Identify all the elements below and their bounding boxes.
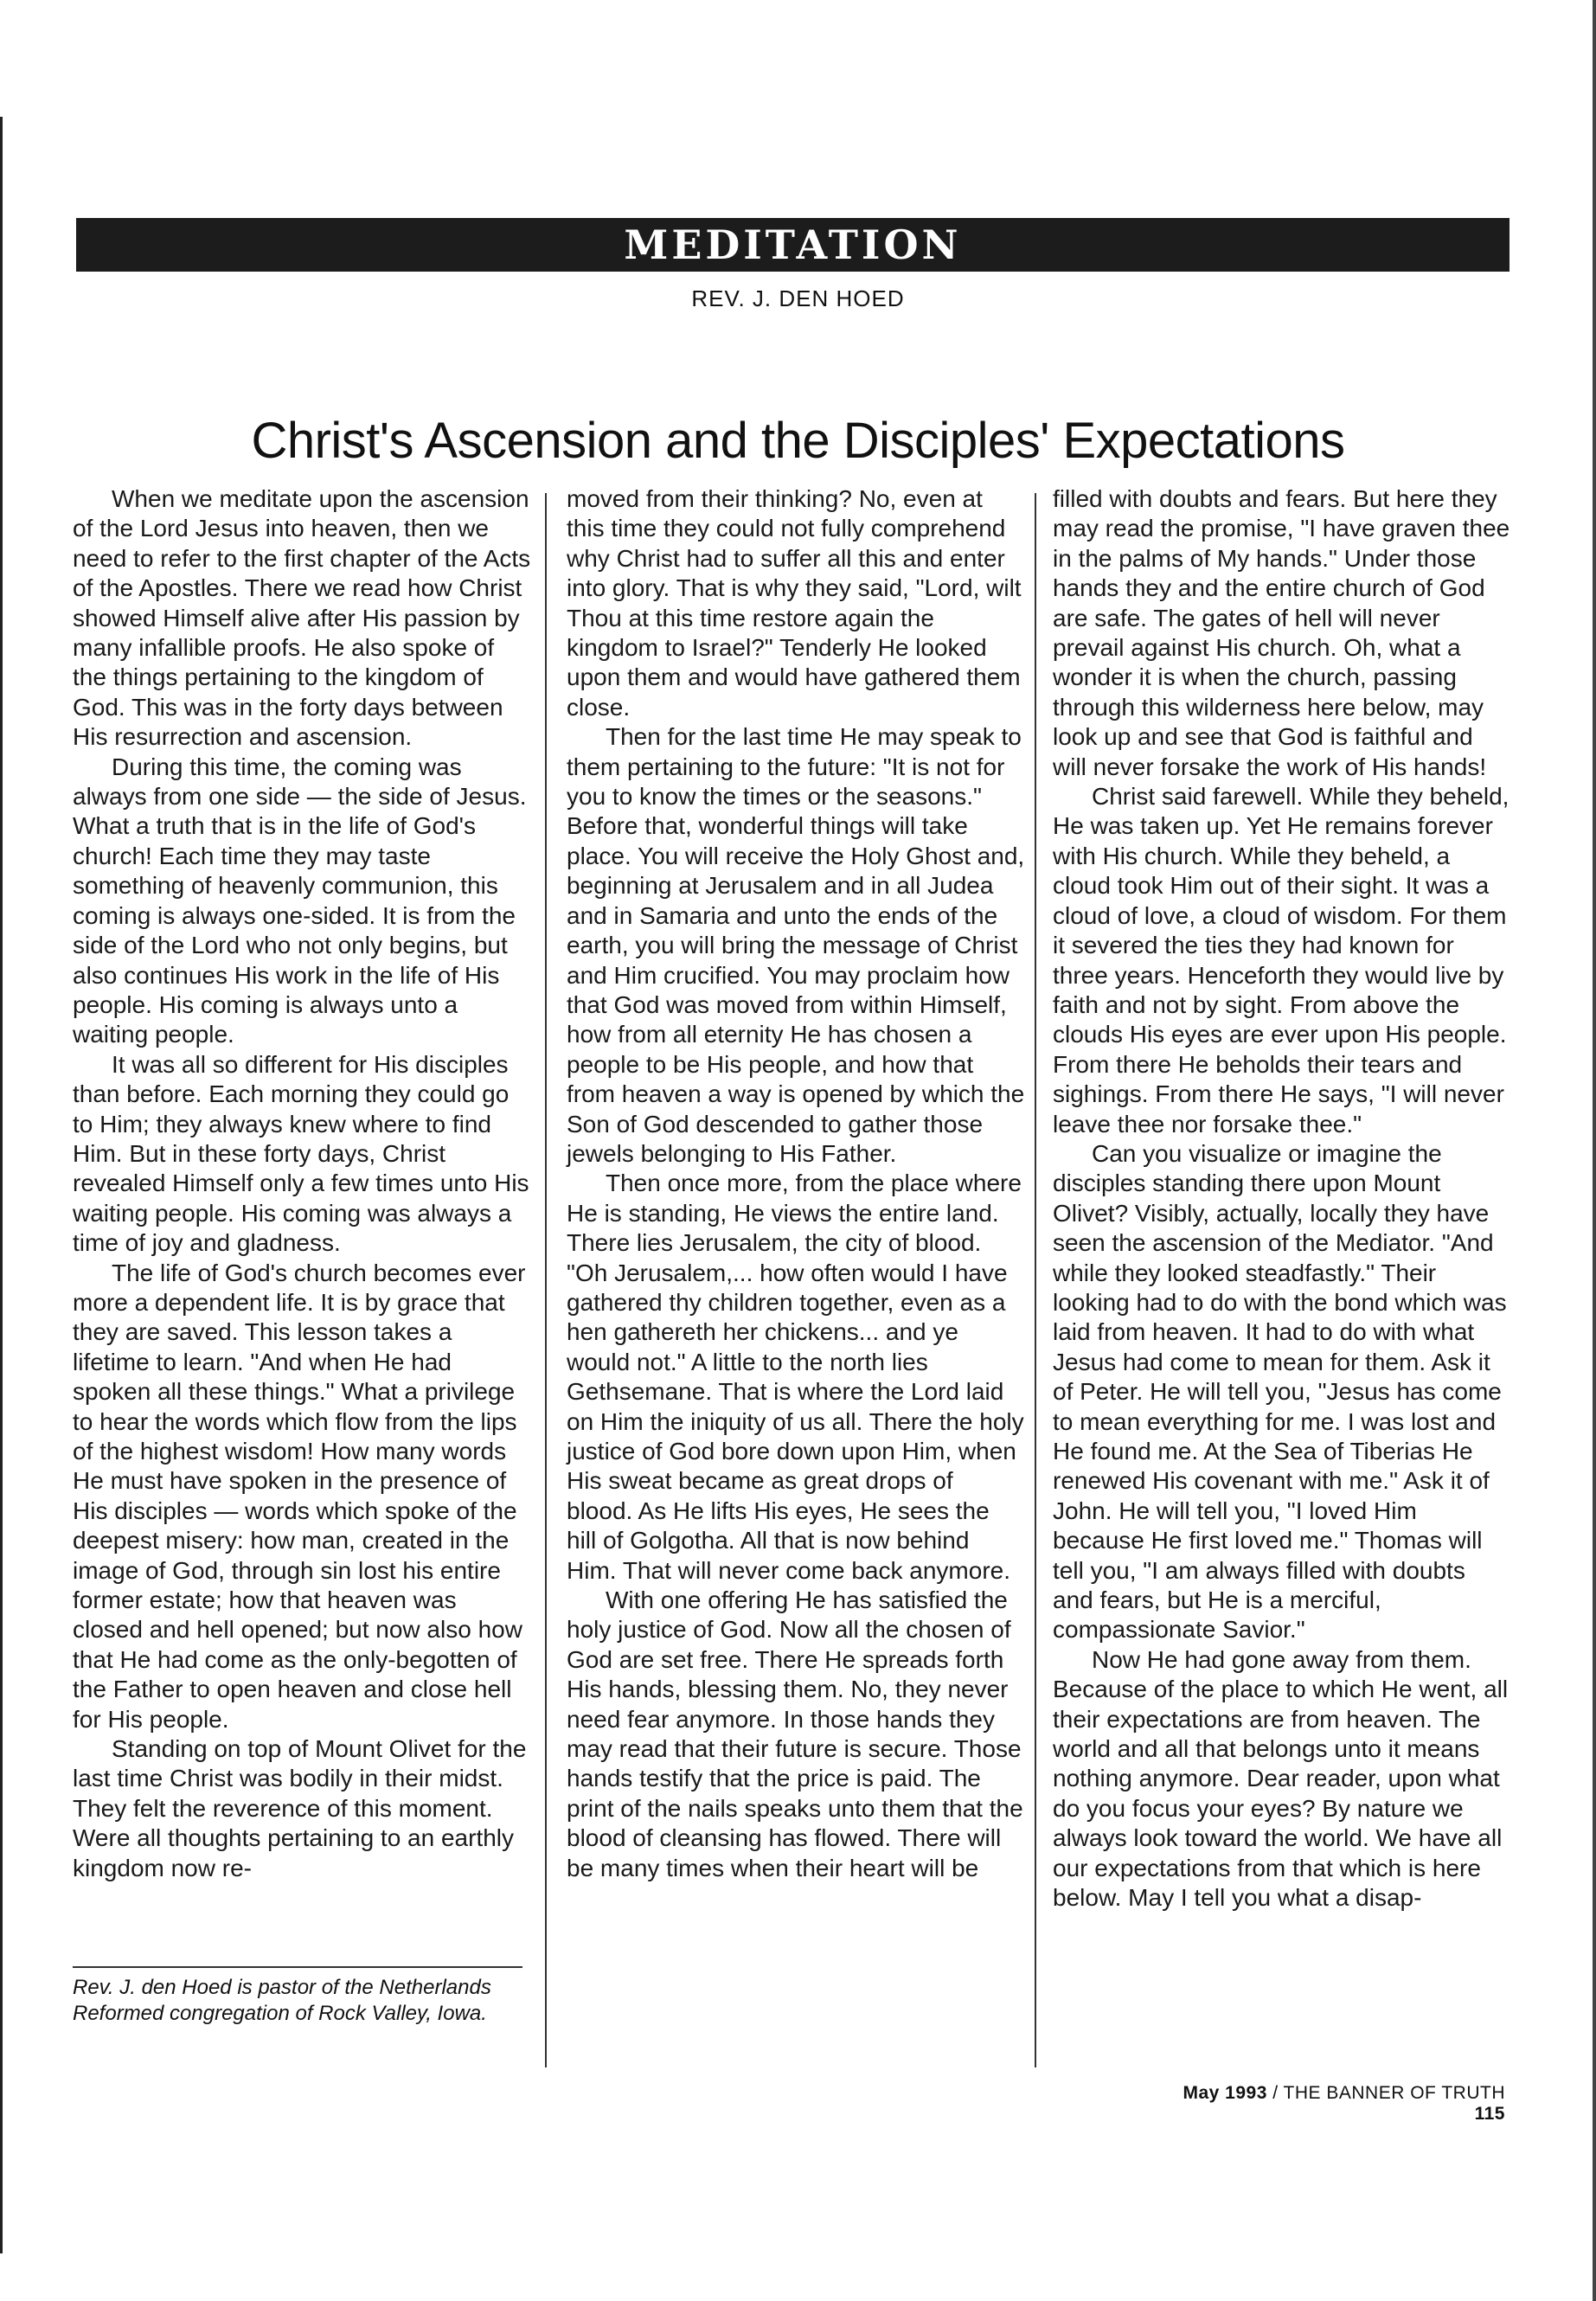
byline: REV. J. DEN HOED <box>691 285 905 311</box>
author-note: Rev. J. den Hoed is pastor of the Netherlands Reformed congregation of Rock Valley, Iowa. <box>73 1976 491 2025</box>
article-column-1 <box>73 484 531 1883</box>
footer-date: May 1993 <box>1183 2083 1267 2103</box>
paragraph: filled with doubts and fears. But here they may read the promise, "I have graven thee in the palms of My hands." Under those hands they and the entire church of God are safe. The gates of hell will never prevail against His church. Oh, what a wonder it is when the church, passing through this wilderness here below, may look up and see that God is faithful and will never forsake the work of His hands! <box>1053 485 1510 780</box>
paragraph: Christ said farewell. While they beheld, He was taken up. Yet He remains forever with His church. While they beheld, a cloud took Him out of their sight. It was a cloud of love, a cloud of wisdom. For them it severed the ties they had known for three years. Henceforth they would live by faith and not by sight. From above the clouds His eyes are ever upon His people. From there He beholds their tears and sighings. From there He says, "I will never leave thee nor forsake thee." <box>1053 783 1509 1138</box>
section-title: MEDITATION <box>624 221 962 268</box>
paragraph: Then for the last time He may speak to them pertaining to the future: "It is not for you to know the times or the seasons." Before that, wonderful things will take place. You will receive the Holy Ghost and, beginning at Jerusalem and in all Judea and in Samaria and unto the ends of the earth, you will bring the message of Christ and Him crucified. You may proclaim how that God was moved from within Himself, how from all eternity He has chosen a people to be His people, and how that from heaven a way is opened by which the Son of God descended to gather those jewels belonging to His Father. <box>567 723 1025 1167</box>
page-footer <box>1159 2083 1505 2125</box>
paragraph: With one offering He has satisfied the holy justice of God. Now all the chosen of God are set free. There He spreads forth His hands, blessing them. No, they never need fear anymore. In those hands they may read that their future is secure. Those hands testify that the price is paid. The print of the nails speaks unto them that the blood of cleansing has flowed. There will be many times when their heart will be <box>567 1586 1023 1881</box>
paragraph: When we meditate upon the ascension of the Lord Jesus into heaven, then we need to refer to the first chapter of the Acts of the Apostles. There we read how Christ showed Himself alive after His passion by many infallible proofs. He also spoke of the things pertaining to the kingdom of God. This was in the forty days between His resurrection and ascension. <box>73 485 531 751</box>
paragraph: Now He had gone away from them. Because of the place to which He went, all their expectations are from heaven. The world and all that belongs unto it means nothing anymore. Dear reader, upon what do you focus your eyes? By nature we always look toward the world. We have all our expectations from that which is here below. May I tell you what a disap- <box>1053 1645 1509 1912</box>
paragraph: moved from their thinking? No, even at this time they could not fully comprehend why Christ had to suffer all this and enter into glory. That is why they said, "Lord, wilt Thou at this time restore again the kingdom to Israel?" Tenderly He looked upon them and would have gathered them close. <box>567 485 1022 721</box>
paragraph: The life of God's church becomes ever more a dependent life. It is by grace that they are saved. This lesson takes a lifetime to learn. "And when He had spoken all these things." What a privilege to hear the words which flow from the lips of the highest wisdom! How many words He must have spoken in the presence of His disciples — words which spoke of the deepest misery: how man, created in the image of God, through sin lost his entire former estate; how that heaven was closed and hell opened; but now also how that He had come as the only-begotten of the Father to open heaven and close hell for His people. <box>73 1259 526 1733</box>
article-column-3 <box>1053 484 1511 1913</box>
footer-publication: THE BANNER OF TRUTH <box>1283 2083 1505 2103</box>
footnote-divider <box>73 1966 522 1968</box>
page-edge-right <box>1593 0 1596 2301</box>
paragraph: Then once more, from the place where He is standing, He views the entire land. There lies Jerusalem, the city of blood. "Oh Jerusalem,... how often would I have gathered thy children together, even as a hen gathereth her chickens... and ye would not." A little to the north lies Gethsemane. That is where the Lord laid on Him the iniquity of us all. There the holy justice of God bore down upon Him, when His sweat became as great drops of blood. As He lifts His eyes, He sees the hill of Golgotha. All that is now behind Him. That will never come back anymore. <box>567 1170 1024 1584</box>
paragraph: Standing on top of Mount Olivet for the last time Christ was bodily in their midst. They felt the reverence of this moment. Were all thoughts pertaining to an earthly kingdom now re- <box>73 1735 527 1881</box>
footer-separator: / <box>1266 2083 1284 2103</box>
column-divider <box>545 493 547 2067</box>
paragraph: Can you visualize or imagine the disciples standing there upon Mount Olivet? Visibly, actually, locally they have seen the ascension of the Mediator. "And while they looked steadfastly." Their looking had to do with the bond which was laid from heaven. It had to do with what Jesus had come to mean for them. Ask it of Peter. He will tell you, "Jesus has come to mean everything for me. I was lost and He found me. At the Sea of Tiberias He renewed His covenant with me." Ask it of John. He will tell you, "I loved Him because He first loved me." Thomas will tell you, "I am always filled with doubts and fears, but He is a merciful, compassionate Savior." <box>1053 1139 1507 1644</box>
paragraph: During this time, the coming was always from one side — the side of Jesus. What a truth that is in the life of God's church! Each time they may taste something of heavenly communion, this coming is always one-sided. It is from the side of the Lord who not only begins, but also continues His work in the life of His people. His coming is always unto a waiting people. <box>73 753 527 1048</box>
article-column-2 <box>567 484 1025 1883</box>
page-number: 115 <box>1474 2104 1505 2124</box>
article-headline: Christ's Ascension and the Disciples' Expectations <box>251 413 1345 469</box>
column-divider <box>1035 493 1036 2067</box>
paragraph: It was all so different for His disciples than before. Each morning they could go to Him; they always knew where to find Him. But in these forty days, Christ revealed Himself only a few times unto His waiting people. His coming was always a time of joy and gladness. <box>73 1050 529 1257</box>
section-banner <box>76 218 1509 272</box>
